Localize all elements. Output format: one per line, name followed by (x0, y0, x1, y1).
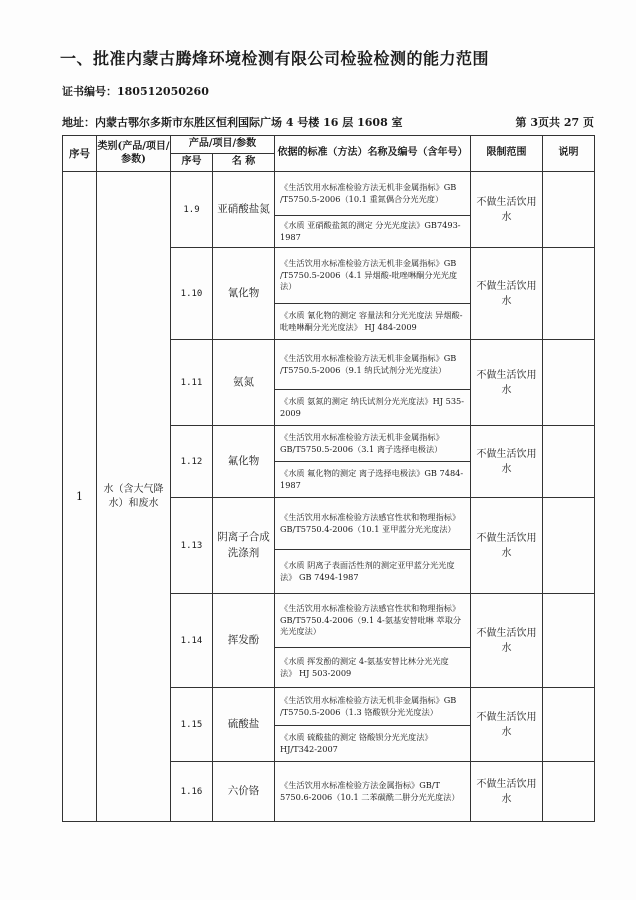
standard-text: 《生活饮用水标准检验方法无机非金属指标》GB /T5750.5-2006（9.1 纳氏试剂分光光度法） (275, 340, 471, 390)
header-product-group: 产品/项目/参数 (171, 136, 275, 154)
item-name: 挥发酚 (213, 594, 275, 688)
standard-text: 《水质 氨氮的测定 纳氏试剂分光光度法》HJ 535-2009 (275, 390, 471, 426)
standard-text: 《水质 亚硝酸盐氮的测定 分光光度法》GB7493-1987 (275, 216, 471, 248)
note-cell (543, 762, 595, 822)
item-no: 1.16 (171, 762, 213, 822)
item-no: 1.13 (171, 498, 213, 594)
header-sub-name: 名 称 (213, 154, 275, 172)
note-cell (543, 172, 595, 248)
standard-text: 《生活饮用水标准检验方法无机非金属指标》GB/T5750.5-2006（3.1 离子选择电极法） (275, 426, 471, 462)
standard-text: 《水质 氰化物的测定 容量法和分光光度法 异烟酸-吡唑啉酮分光光度法》 HJ 484-2009 (275, 304, 471, 340)
note-cell (543, 426, 595, 498)
header-seq: 序号 (63, 136, 97, 172)
item-no: 1.15 (171, 688, 213, 762)
group-category: 水（含大气降水）和废水 (97, 172, 171, 822)
header-standard: 依据的标准（方法）名称及编号（含年号） (275, 136, 471, 172)
header-limit: 限制范围 (471, 136, 543, 172)
standard-text: 《水质 氟化物的测定 离子选择电极法》GB 7484-1987 (275, 462, 471, 498)
item-no: 1.9 (171, 172, 213, 248)
limit-text: 不做生活饮用水 (471, 498, 543, 594)
note-cell (543, 340, 595, 426)
address-label: 地址： (62, 116, 95, 129)
standard-text: 《生活饮用水标准检验方法无机非金属指标》GB /T5750.5-2006（4.1 异烟酸-吡唑啉酮分光光度法） (275, 248, 471, 304)
item-name: 氨氮 (213, 340, 275, 426)
standard-text: 《生活饮用水标准检验方法金属指标》GB/T 5750.6-2006（10.1 二苯碳酰二肼分光光度法） (275, 762, 471, 822)
page-title: 一、批准内蒙古腾烽环境检测有限公司检验检测的能力范围 (60, 49, 490, 68)
standard-text: 《水质 挥发酚的测定 4-氨基安替比林分光光度法》 HJ 503-2009 (275, 648, 471, 688)
note-cell (543, 248, 595, 340)
item-no: 1.12 (171, 426, 213, 498)
standard-text: 《生活饮用水标准检验方法无机非金属指标》GB /T5750.5-2006（1.3 铬酸钡分光光度法） (275, 688, 471, 726)
address (62, 114, 403, 130)
item-name: 硫酸盐 (213, 688, 275, 762)
note-cell (543, 688, 595, 762)
standard-text: 《生活饮用水标准检验方法感官性状和物理指标》GB/T5750.4-2006（9.1 4-氨基安替吡啉 萃取分光光度法） (275, 594, 471, 648)
note-cell (543, 594, 595, 688)
certificate-number (62, 83, 209, 99)
item-no: 1.11 (171, 340, 213, 426)
header-note: 说明 (543, 136, 595, 172)
item-no: 1.10 (171, 248, 213, 340)
limit-text: 不做生活饮用水 (471, 172, 543, 248)
limit-text: 不做生活饮用水 (471, 340, 543, 426)
group-seq: 1 (63, 172, 97, 822)
address-line (62, 114, 594, 130)
page-info: 第 3页共 27 页 (515, 116, 594, 129)
standard-text: 《生活饮用水标准检验方法感官性状和物理指标》GB/T5750.4-2006（10.1 亚甲蓝分光光度法） (275, 498, 471, 550)
item-name: 氟化物 (213, 426, 275, 498)
item-name: 氰化物 (213, 248, 275, 340)
item-name: 六价铬 (213, 762, 275, 822)
capability-table (62, 135, 595, 822)
standard-text: 《生活饮用水标准检验方法无机非金属指标》GB /T5750.5-2006（10.1 重氮偶合分光光度） (275, 172, 471, 216)
cert-label: 证书编号： (62, 85, 117, 98)
item-name: 亚硝酸盐氮 (213, 172, 275, 248)
limit-text: 不做生活饮用水 (471, 762, 543, 822)
header-sub-seq: 序号 (171, 154, 213, 172)
address-value: 内蒙古鄂尔多斯市东胜区恒利国际广场 4 号楼 16 层 1608 室 (95, 116, 403, 129)
limit-text: 不做生活饮用水 (471, 248, 543, 340)
standard-text: 《水质 硫酸盐的测定 铬酸钡分光光度法》HJ/T342-2007 (275, 726, 471, 762)
cert-value: 180512050260 (117, 85, 209, 98)
standard-text: 《水质 阴离子表面活性剂的测定亚甲蓝分光光度法》 GB 7494-1987 (275, 550, 471, 594)
item-no: 1.14 (171, 594, 213, 688)
limit-text: 不做生活饮用水 (471, 594, 543, 688)
limit-text: 不做生活饮用水 (471, 426, 543, 498)
limit-text: 不做生活饮用水 (471, 688, 543, 762)
item-name: 阴离子合成洗涤剂 (213, 498, 275, 594)
header-category: 类别(产品/项目/参数) (97, 136, 171, 172)
note-cell (543, 498, 595, 594)
